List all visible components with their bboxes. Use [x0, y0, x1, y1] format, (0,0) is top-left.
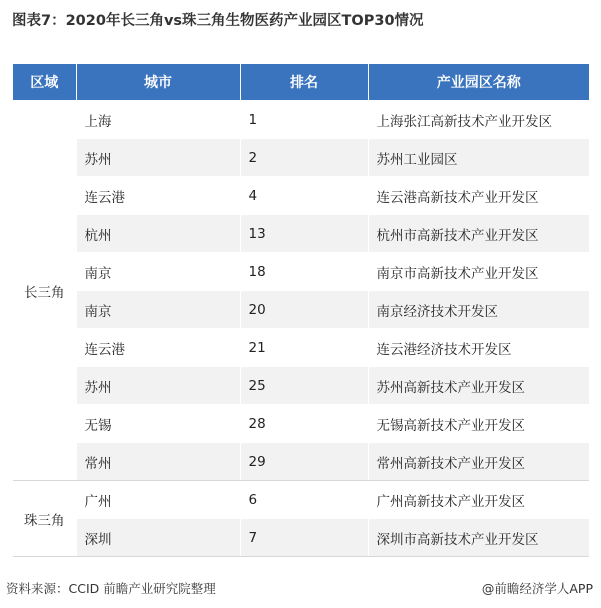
table-header-row [13, 64, 589, 101]
region-cell: 长三角 [13, 101, 76, 481]
park-name-cell: 无锡高新技术产业开发区 [368, 405, 589, 443]
rank-cell: 29 [240, 443, 368, 481]
table-row [13, 329, 589, 367]
brand-watermark: @前瞻经济学人APP [481, 581, 593, 596]
rank-cell: 28 [240, 405, 368, 443]
source-note: 资料来源：CCID 前瞻产业研究院整理 [6, 581, 216, 596]
city-cell: 广州 [76, 481, 240, 519]
park-name-cell: 南京经济技术开发区 [368, 291, 589, 329]
park-name-cell: 上海张江高新技术产业开发区 [368, 101, 589, 139]
table-row [13, 139, 589, 177]
park-name-cell: 深圳市高新技术产业开发区 [368, 519, 589, 557]
city-cell: 南京 [76, 253, 240, 291]
rank-cell: 4 [240, 177, 368, 215]
header-city: 城市 [76, 64, 240, 101]
city-cell: 苏州 [76, 139, 240, 177]
industrial-park-table [13, 64, 589, 557]
header-region: 区域 [13, 64, 76, 101]
rank-cell: 7 [240, 519, 368, 557]
table-row [13, 481, 589, 519]
park-name-cell: 广州高新技术产业开发区 [368, 481, 589, 519]
rank-cell: 25 [240, 367, 368, 405]
table-row [13, 405, 589, 443]
city-cell: 深圳 [76, 519, 240, 557]
rank-cell: 1 [240, 101, 368, 139]
rank-cell: 21 [240, 329, 368, 367]
rank-cell: 18 [240, 253, 368, 291]
city-cell: 杭州 [76, 215, 240, 253]
city-cell: 南京 [76, 291, 240, 329]
table-row [13, 291, 589, 329]
city-cell: 常州 [76, 443, 240, 481]
city-cell: 连云港 [76, 177, 240, 215]
park-name-cell: 常州高新技术产业开发区 [368, 443, 589, 481]
table-row [13, 101, 589, 139]
region-cell: 珠三角 [13, 481, 76, 557]
city-cell: 上海 [76, 101, 240, 139]
table-row [13, 519, 589, 557]
table-row [13, 253, 589, 291]
table-row [13, 367, 589, 405]
header-park-name: 产业园区名称 [368, 64, 589, 101]
city-cell: 无锡 [76, 405, 240, 443]
table-row [13, 215, 589, 253]
park-name-cell: 南京市高新技术产业开发区 [368, 253, 589, 291]
park-name-cell: 杭州市高新技术产业开发区 [368, 215, 589, 253]
rank-cell: 6 [240, 481, 368, 519]
rank-cell: 20 [240, 291, 368, 329]
park-name-cell: 苏州高新技术产业开发区 [368, 367, 589, 405]
city-cell: 苏州 [76, 367, 240, 405]
rank-cell: 2 [240, 139, 368, 177]
rank-cell: 13 [240, 215, 368, 253]
table-row [13, 443, 589, 481]
header-rank: 排名 [240, 64, 368, 101]
city-cell: 连云港 [76, 329, 240, 367]
table-row [13, 177, 589, 215]
table-body [13, 101, 589, 557]
park-name-cell: 连云港高新技术产业开发区 [368, 177, 589, 215]
chart-title: 图表7：2020年长三角vs珠三角生物医药产业园区TOP30情况 [12, 13, 424, 29]
park-name-cell: 苏州工业园区 [368, 139, 589, 177]
park-name-cell: 连云港经济技术开发区 [368, 329, 589, 367]
